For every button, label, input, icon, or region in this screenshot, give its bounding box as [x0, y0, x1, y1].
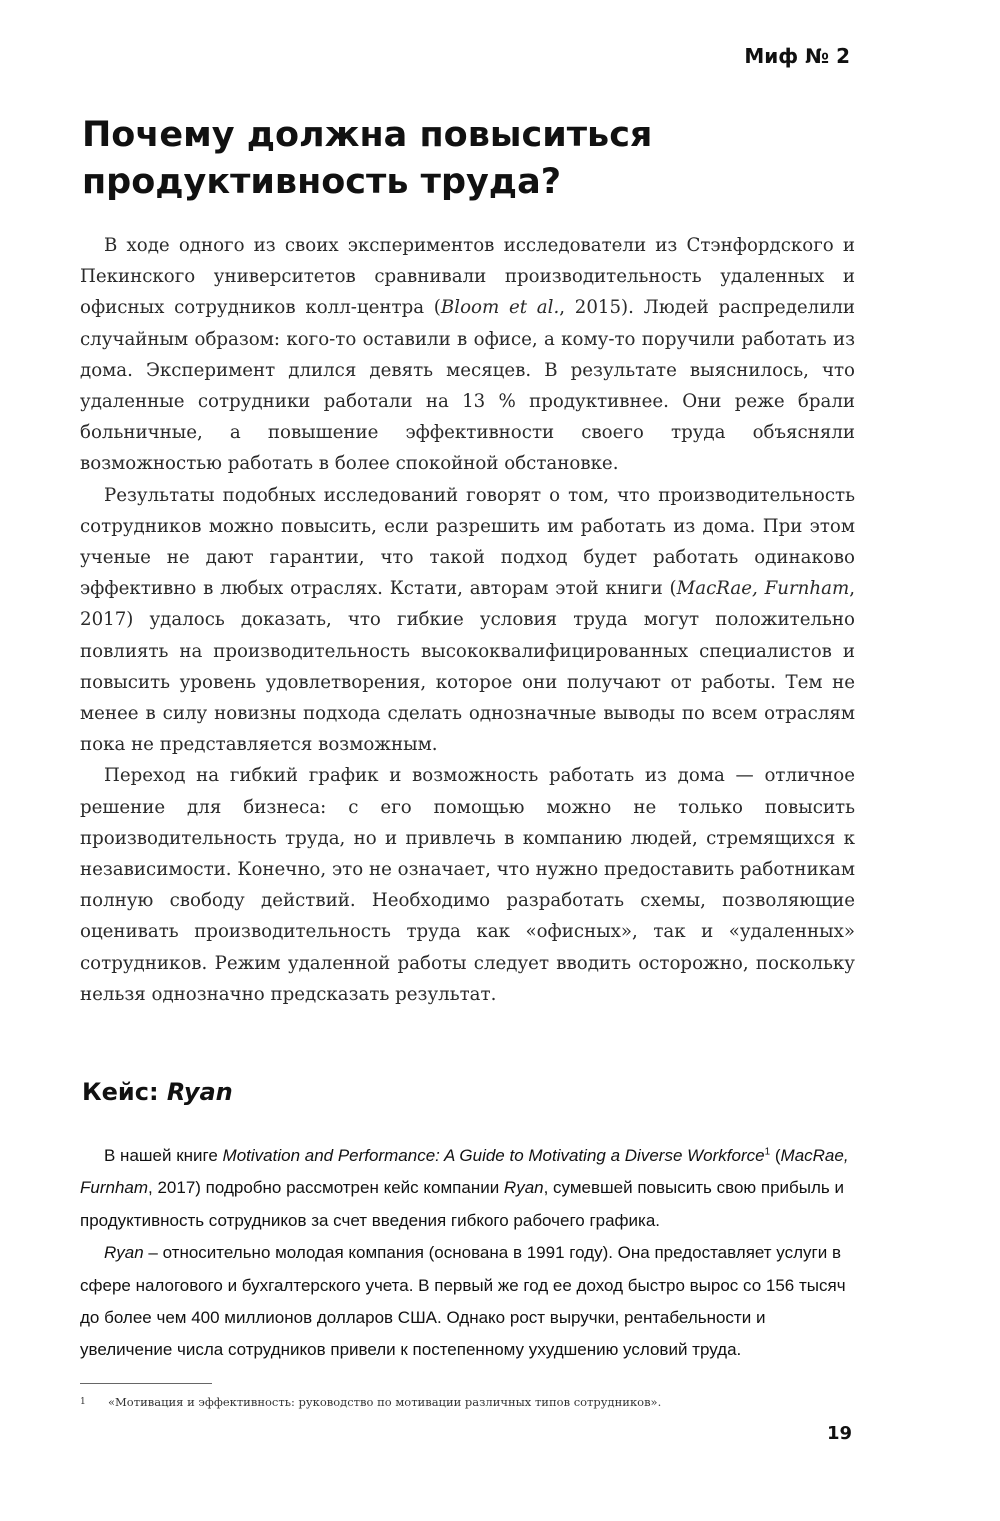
case-heading: [82, 1078, 233, 1106]
case-paragraph-1: [80, 1140, 860, 1237]
citation: MacRae, Furnham: [676, 578, 850, 600]
running-head: Миф № 2: [744, 44, 850, 68]
citation: Bloom et al.: [440, 297, 560, 319]
case-text-part: , сумевшей повысить свою прибыль и продуктивность сотрудников за счет введения гибкого рабочего графика.: [80, 1178, 844, 1230]
case-paragraph-2: [80, 1237, 860, 1367]
book-title: Motivation and Performance: A Guide to Motivating a Diverse Workforce: [222, 1146, 765, 1165]
case-text: [80, 1140, 860, 1367]
footnote-mark: 1: [80, 1397, 86, 1407]
company-name: Ryan: [104, 1243, 144, 1263]
footnote: [80, 1393, 870, 1411]
case-text-part: (: [770, 1146, 781, 1165]
paragraph-text: Результаты подобных исследований говорят о том, что производительность сотрудников можно повысить, если разрешить им работать из дома. При этом ученые не дают гарантии, что такой подход будет работать одинаково эффективно в любых отраслях. Кстати, авторам этой книги (: [80, 484, 855, 600]
paragraph-2: [80, 480, 855, 761]
main-text: [80, 230, 855, 1010]
paragraph-text: В ходе одного из своих экспериментов исследователи из Стэнфордского и Пекинского университетов сравнивали производительность удаленных и офисных сотрудников колл-центра (: [80, 235, 855, 319]
company-name: Ryan: [503, 1178, 544, 1198]
paragraph-text: , 2015). Людей распределили случайным образом: кого-то оставили в офисе, а кому-то поручили работать из дома. Эксперимент длился девять месяцев. В результате выяснилось, что удаленные сотрудники работали на 13 % продуктивнее. Они реже брали больничные, а повышение эффективности своего труда объясняли возможностью работать в более спокойной обстановке.: [80, 297, 856, 475]
case-text-part: В нашей книге: [104, 1146, 223, 1165]
case-heading-company: Ryan: [166, 1078, 233, 1106]
paragraph-text: , 2017) удалось доказать, что гибкие условия труда могут положительно повлиять на производительность высококвалифицированных специалистов и повысить уровень удовлетворения, которое они получают от работы. Тем не менее в силу новизны подхода сделать однозначные выводы по всем отраслям пока не представляется возможным.: [80, 578, 855, 756]
page-title: Почему должна повыситься продуктивность труда?: [82, 115, 653, 202]
case-heading-prefix: Кейс:: [82, 1078, 167, 1106]
paragraph-3: Переход на гибкий график и возможность работать из дома — отличное решение для бизнеса: с его помощью можно не только повысить производительность труда, но и привлечь в компанию людей, стремящихся к независимости. Конечно, это не означает, что нужно предоставить работникам полную свободу действий. Необходимо разработать схемы, позволяющие оценивать производительность труда как «офисных», так и «удаленных» сотрудников. Режим удаленной работы следует вводить осторожно, поскольку нельзя однозначно предсказать результат.: [80, 765, 855, 1005]
case-text-part: – относительно молодая компания (основана в 1991 году). Она предоставляет услуги в сфере налогового и бухгалтерского учета. В первый же год ее доход быстро вырос со 156 тысяч до более чем 400 миллионов долларов США. Однако рост выручки, рентабельности и увеличение числа сотрудников привели к постепенному ухудшению условий труда.: [80, 1243, 846, 1360]
footnote-ref[interactable]: 1: [764, 1146, 771, 1158]
page-number: 19: [826, 1423, 852, 1444]
footnote-divider: [80, 1383, 212, 1384]
citation: MacRae, Furnham: [80, 1146, 849, 1198]
case-text-part: , 2017) подробно рассмотрен кейс компании: [148, 1178, 504, 1198]
paragraph-1: [80, 230, 855, 480]
footnote-text: «Мотивация и эффективность: руководство по мотивации различных типов сотрудников».: [108, 1395, 662, 1409]
